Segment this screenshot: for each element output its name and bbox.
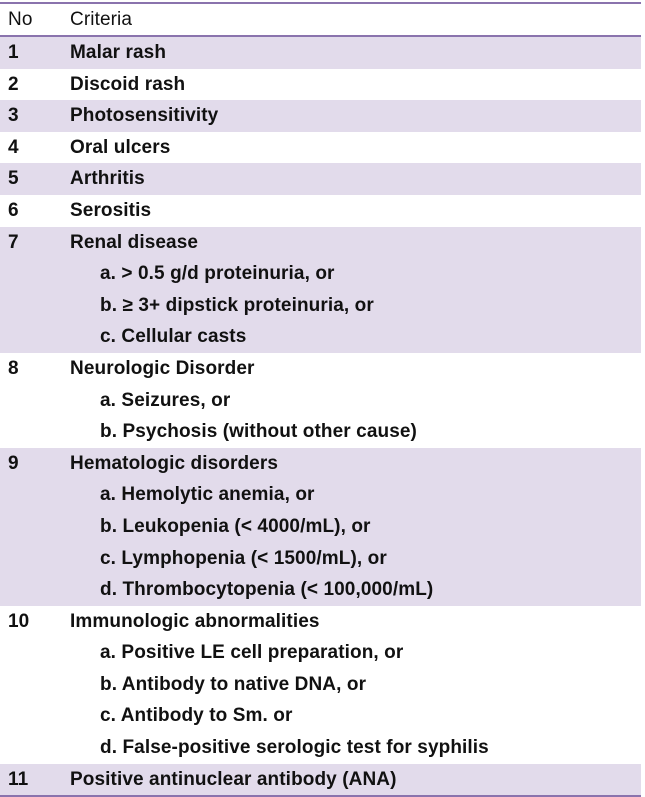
- row-number: 6: [8, 199, 19, 221]
- row-criteria: [70, 195, 641, 227]
- criteria-table: [0, 2, 641, 797]
- row-criteria: [70, 100, 641, 132]
- criteria-label: Hematologic disorders: [70, 452, 278, 474]
- row-number: 11: [8, 768, 29, 790]
- criteria-label: Malar rash: [70, 42, 167, 63]
- header-no: No: [8, 9, 33, 30]
- sub-criterion: a. Seizures, or: [100, 389, 231, 411]
- table-header: [0, 4, 641, 37]
- row-number: 10: [8, 610, 30, 632]
- sub-criterion: d. False-positive serologic test for syphilis: [100, 737, 489, 759]
- sub-criterion: d. Thrombocytopenia (< 100,000/mL): [100, 579, 434, 601]
- criteria-label: Positive antinuclear antibody (ANA): [70, 768, 397, 790]
- row-number: 8: [8, 357, 19, 379]
- row-number: 7: [8, 231, 19, 253]
- row-criteria: [70, 227, 641, 353]
- criteria-label: Photosensitivity: [70, 105, 219, 127]
- row-criteria: [70, 606, 641, 764]
- table-row: [0, 37, 641, 69]
- row-number: 1: [8, 42, 19, 63]
- table-row: [0, 448, 641, 606]
- criteria-label: Oral ulcers: [70, 136, 171, 158]
- header-criteria: Criteria: [70, 9, 133, 30]
- table-row: [0, 606, 641, 764]
- criteria-label: Arthritis: [70, 168, 145, 190]
- criteria-label: Discoid rash: [70, 73, 186, 95]
- sub-criterion: c. Antibody to Sm. or: [100, 705, 293, 727]
- table-row: [0, 163, 641, 195]
- table-row: [0, 353, 641, 448]
- row-criteria: [70, 163, 641, 195]
- table-row: [0, 764, 641, 796]
- sub-criterion: b. Leukopenia (< 4000/mL), or: [100, 515, 371, 537]
- row-criteria: [70, 132, 641, 164]
- sub-criterion: a. Positive LE cell preparation, or: [100, 642, 404, 664]
- sub-criterion: c. Lymphopenia (< 1500/mL), or: [100, 547, 387, 569]
- row-number: 5: [8, 168, 19, 190]
- table-row: [0, 69, 641, 101]
- row-number: 3: [8, 105, 19, 127]
- criteria-label: Immunologic abnormalities: [70, 610, 320, 632]
- table-row: [0, 195, 641, 227]
- criteria-label: Neurologic Disorder: [70, 357, 255, 379]
- row-criteria: [70, 69, 641, 101]
- sub-criterion: c. Cellular casts: [100, 326, 247, 348]
- row-criteria: [70, 353, 641, 448]
- sub-criterion: a. Hemolytic anemia, or: [100, 484, 315, 506]
- table-row: [0, 132, 641, 164]
- criteria-label: Serositis: [70, 199, 152, 221]
- criteria-label: Renal disease: [70, 231, 199, 253]
- sub-criterion: a. > 0.5 g/d proteinuria, or: [100, 263, 335, 285]
- table-row: [0, 100, 641, 132]
- table-body: [0, 37, 641, 795]
- row-number: 4: [8, 136, 19, 158]
- sub-criterion: b. ≥ 3+ dipstick proteinuria, or: [100, 294, 374, 316]
- row-number: 9: [8, 452, 19, 474]
- sub-criterion: b. Antibody to native DNA, or: [100, 673, 367, 695]
- row-criteria: [70, 37, 641, 69]
- sub-criterion: b. Psychosis (without other cause): [100, 421, 417, 443]
- row-criteria: [70, 448, 641, 606]
- row-number: 2: [8, 73, 19, 95]
- row-criteria: [70, 764, 641, 796]
- table-row: [0, 227, 641, 353]
